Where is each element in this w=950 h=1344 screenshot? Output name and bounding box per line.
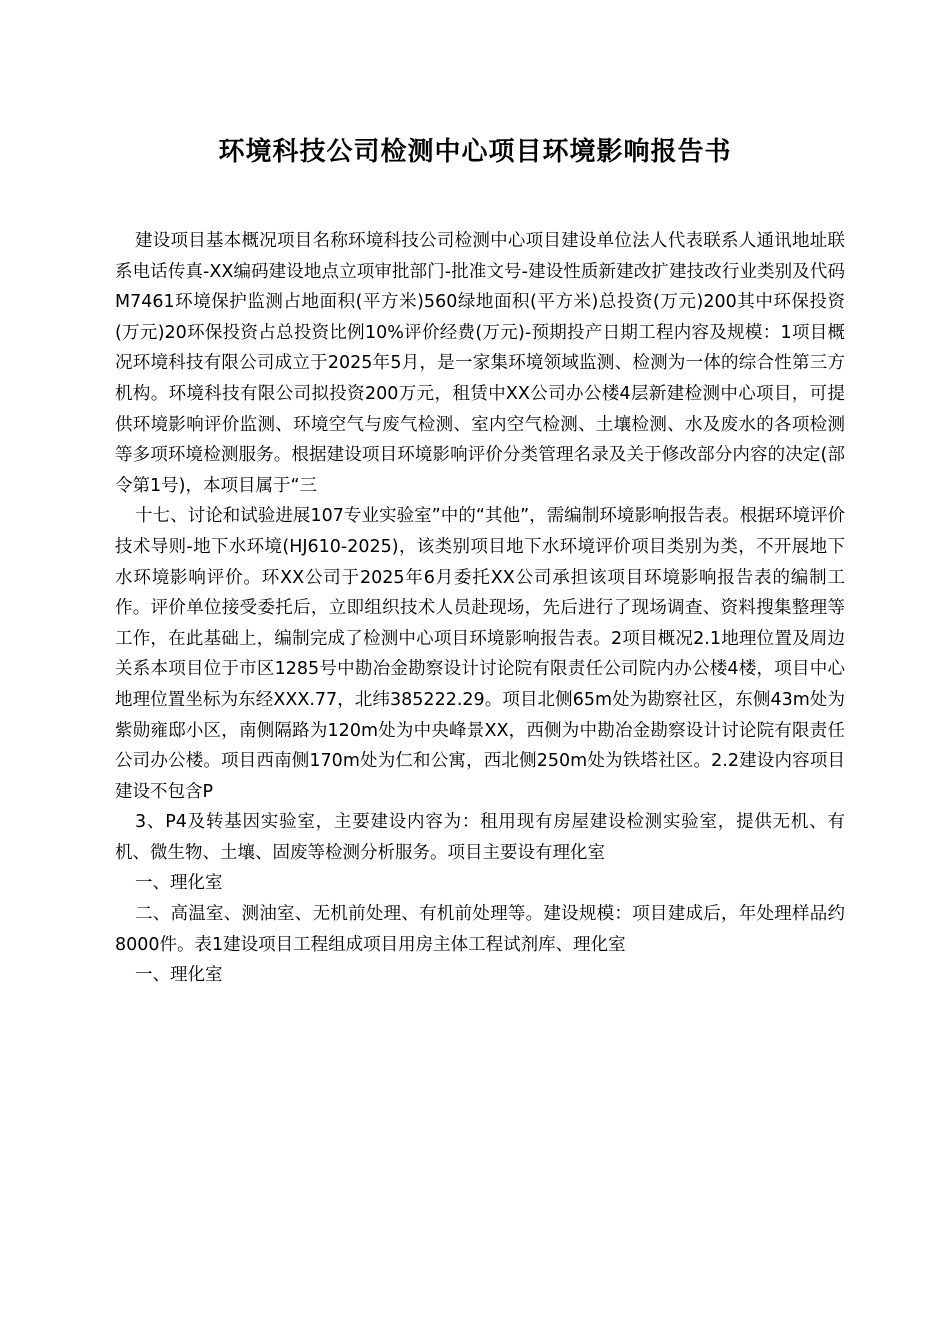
paragraph-classification: 十七、讨论和试验进展107专业实验室”中的“其他”，需编制环境影响报告表。根据环境评价技术导则-地下水环境(HJ610-2025)，该类别项目地下水环境评价项目类别为类，不开展地下水环境影响评价。环XX公司于2025年6月委托XX公司承担该项目环境影响报告表的编制工作。评价单位接受委托后，立即组织技术人员赴现场，先后进行了现场调查、资料搜集整理等工作，在此基础上，编制完成了检测中心项目环境影响报告表。2项目概况2.1地理位置及周边关系本项目位于市区1285号中勘冶金勘察设计讨论院有限责任公司院内办公楼4楼，项目中心地理位置坐标为东经XXX.77，北纬385222.29。项目北侧65m处为勘察社区，东侧43m处为紫勋雍邸小区，南侧隔路为120m处为中央峰景XX，西侧为中勘冶金勘察设计讨论院有限责任公司办公楼。项目西南侧170m处为仁和公寓，西北侧250m处为铁塔社区。2.2建设内容项目建设不包含P — [115, 506, 845, 802]
document-body — [115, 226, 845, 991]
paragraph-project-overview: 建设项目基本概况项目名称环境科技公司检测中心项目建设单位法人代表联系人通讯地址联系电话传真-XX编码建设地点立项审批部门-批准文号-建设性质新建改扩建技改行业类别及代码M7461环境保护监测占地面积(平方米)560绿地面积(平方米)总投资(万元)200其中环保投资(万元)20环保投资占总投资比例10%评价经费(万元)-预期投产日期工程内容及规模：1项目概况环境科技有限公司成立于2025年5月，是一家集环境领域监测、检测为一体的综合性第三方机构。环境科技有限公司拟投资200万元，租赁中XX公司办公楼4层新建检测中心项目，可提供环境影响评价监测、环境空气与废气检测、室内空气检测、土壤检测、水及废水的各项检测等多项环境检测服务。根据建设项目环境影响评价分类管理名录及关于修改部分内容的决定(部令第1号)，本项目属于“三 — [115, 231, 845, 496]
paragraph-lab-heading-2: 一、理化室 — [135, 965, 223, 986]
paragraph-lab-heading-1: 一、理化室 — [135, 873, 223, 894]
paragraph-construction-content: 3、P4及转基因实验室，主要建设内容为：租用现有房屋建设检测实验室，提供无机、有机、微生物、土壤、固废等检测分析服务。项目主要设有理化室 — [115, 812, 845, 863]
paragraph-lab-list: 二、高温室、测油室、无机前处理、有机前处理等。建设规模：项目建成后，年处理样品约8000件。表1建设项目工程组成项目用房主体工程试剂库、理化室 — [115, 904, 845, 955]
document-title: 环境科技公司检测中心项目环境影响报告书 — [218, 137, 732, 167]
